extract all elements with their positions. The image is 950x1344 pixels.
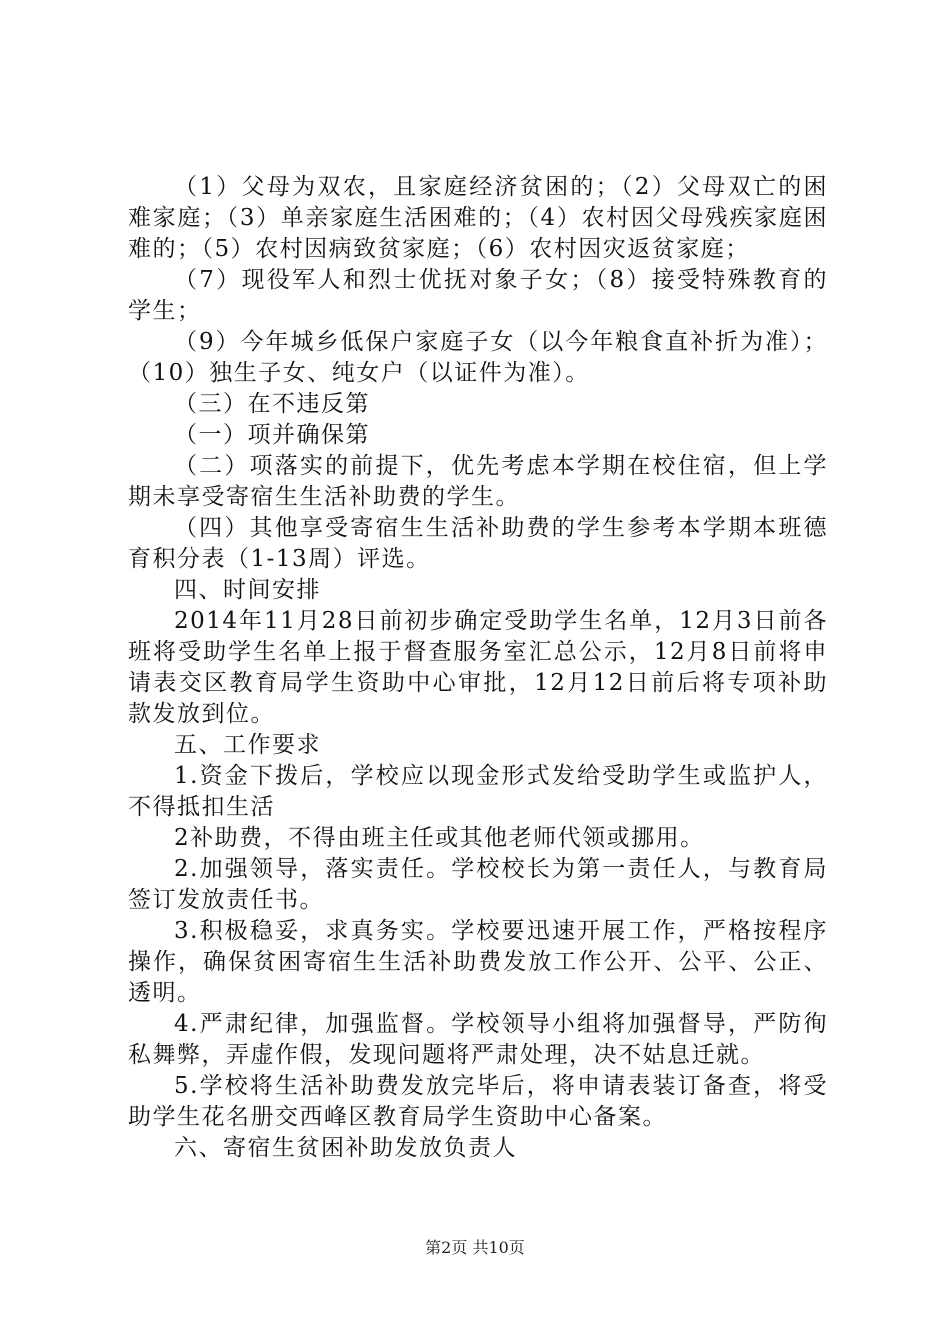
paragraph-requirement-2: 2.加强领导，落实责任。学校校长为第一责任人，与教育局签订发放责任书。	[128, 856, 828, 913]
paragraph-eligibility-1-6: （1）父母为双农，且家庭经济贫困的；（2）父母双亡的困难家庭；（3）单亲家庭生活困难的；（4）农村因父母残疾家庭困难的；（5）农村因病致贫家庭；（6）农村因灾返贫家庭；	[128, 174, 828, 262]
paragraph-requirement-1-cont: 2补助费，不得由班主任或其他老师代领或挪用。	[174, 825, 705, 851]
page-number-footer: 第2页 共10页	[425, 1238, 525, 1257]
paragraph-requirement-1: 1.资金下拨后，学校应以现金形式发给受助学生或监护人，不得抵扣生活	[128, 763, 828, 820]
document-body	[128, 172, 828, 1164]
paragraph-clause-4: （四）其他享受寄宿生生活补助费的学生参考本学期本班德育积分表（1-13周）评选。	[128, 515, 828, 572]
section-heading-schedule: 四、时间安排	[174, 577, 321, 603]
paragraph-requirement-4: 4.严肃纪律，加强监督。学校领导小组将加强督导，严防徇私舞弊，弄虚作假，发现问题将严肃处理，决不姑息迁就。	[128, 1011, 828, 1068]
paragraph-clause-1: （一）项并确保第	[174, 422, 370, 448]
paragraph-clause-2: （二）项落实的前提下，优先考虑本学期在校住宿，但上学期未享受寄宿生生活补助费的学生。	[128, 453, 828, 510]
paragraph-eligibility-9-10: （9）今年城乡低保户家庭子女（以今年粮食直补折为准）；（10）独生子女、纯女户（以证件为准）。	[128, 329, 828, 386]
section-heading-requirements: 五、工作要求	[174, 732, 321, 758]
section-heading-responsible: 六、寄宿生贫困补助发放负责人	[174, 1135, 517, 1161]
paragraph-requirement-3: 3.积极稳妥，求真务实。学校要迅速开展工作，严格按程序操作，确保贫困寄宿生生活补助费发放工作公开、公平、公正、透明。	[128, 918, 828, 1006]
paragraph-schedule: 2014年11月28日前初步确定受助学生名单，12月3日前各班将受助学生名单上报于督查服务室汇总公示，12月8日前将申请表交区教育局学生资助中心审批，12月12日前后将专项补助款发放到位。	[128, 608, 828, 727]
paragraph-eligibility-7-8: （7）现役军人和烈士优抚对象子女；（8）接受特殊教育的学生；	[128, 267, 828, 324]
paragraph-requirement-5: 5.学校将生活补助费发放完毕后，将申请表装订备查，将受助学生花名册交西峰区教育局学生资助中心备案。	[128, 1073, 828, 1130]
paragraph-clause-3: （三）在不违反第	[174, 391, 370, 417]
